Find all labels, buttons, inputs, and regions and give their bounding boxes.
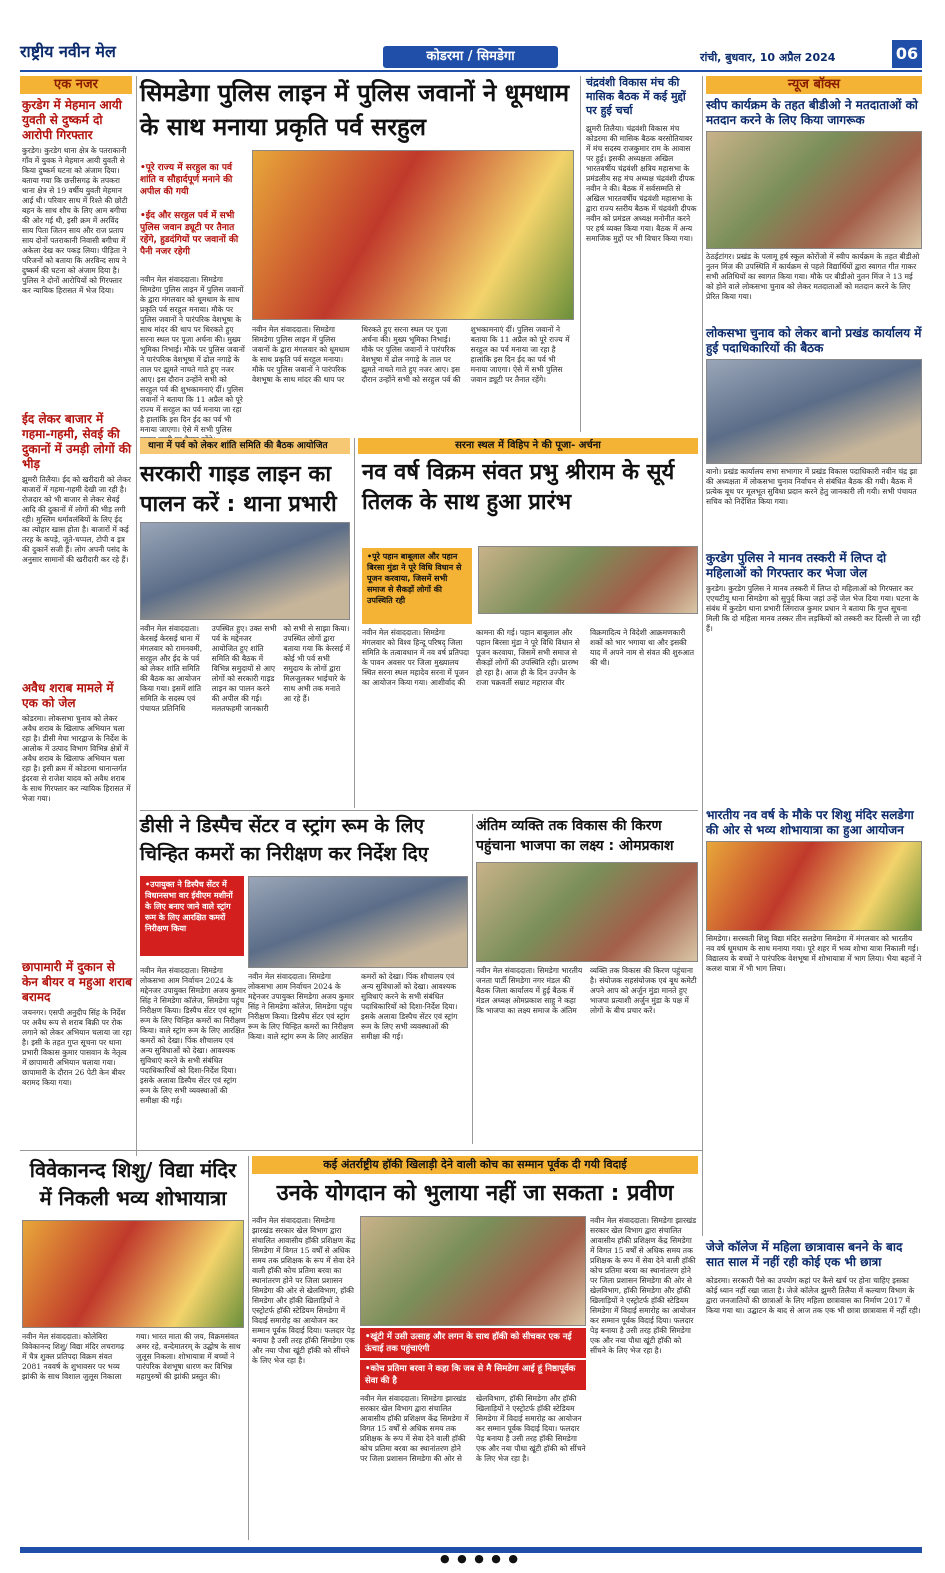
masthead-brand: राष्ट्रीय नवीन मेल [20,42,116,61]
dispatch-body-1: नवीन मेल संवाददाता। सिमडेगा लोकसभा आम निर्वाचन 2024 के मद्देनजर उपायुक्त सिमडेगा अजय कुमार सिंह ने सिमडेगा कॉलेज, सिमडेगा पहुंच निरीक्षण किया। डिस्पैच सेंटर एवं स्ट्रांग रूम के लिए चिन्हित कमरों का निरीक्षण किया। वाले स्ट्रांग रूम के लिए आरक्षित कमरों को देखा। पिंक शौचालय एवं अन्य सुविधाओं को देखा। आवश्यक सुविधाएं करने के सभी संबंधित पदाधिकारियों को दिशा-निर्देश दिया। इसके अलावा डिस्पैच सेंटर एवं स्ट्रांग रूम के लिए सभी व्यवस्थाओं की समीक्षा की गई। [140,966,246,1105]
samvat-headline: नव वर्ष विक्रम संवत प्रभु श्रीराम के सूर्य तिलक के साथ हुआ प्रारंभ [362,460,675,515]
column-divider [472,814,473,1144]
section-name: कोडरमा / सिमडेगा [383,46,558,68]
vivekanand-body: नवीन मेल संवाददाता। कोलेबिरा विवेकानन्द शिशु/ विद्या मंदिर लचरागढ़ में चैत्र शुक्ल प्रतिपदा विक्रम संवत 2081 नववर्ष के शुभावसर पर भव्य झांकी के साथ विशाल जुलूस निकाला गया। भारत माता की जय, विक्रमसंवत अमर रहे, वन्देमातरम् के उद्घोष के साथ जुलूस निकला। शोभायात्रा में बच्चों ने पारंपरिक वेशभूषा धारण कर विभिन्न महापुरुषों की झांकी प्रस्तुत की। [22,1332,241,1381]
lead-body-1: नवीन मेल संवाददाता। सिमडेगा सिमडेगा पुलिस लाइन में पुलिस जवानों के द्वारा मंगलवार को धूमधाम के साथ प्रकृति पर्व सरहुल मनाया। मौके पर पुलिस जवानों ने पारंपरिक वेशभूषा के साथ मांदर की थाप पर थिरकते हुए सरना स्थल पर पूजा अर्चना की। मुख्य भूमिका निभाई। मौके पर पुलिस जवानों ने पारंपरिक वेशभूषा में ढोल नगाड़े के ताल पर झूमते नाचते गाते हुए नजर आए। इस दौरान उन्होंने सभी को सरहुल पर्व की शुभकामनाएं दीं। पुलिस जवानों ने बताया कि 11 अप्रैल को पूरे राज्य में सरहुल का पर्व मनाया जा रहा है हालांकि इस दिन ईद का पर्व भी मनाया जाएगा। ऐसे में सभी पुलिस [140,275,245,434]
samvat-body: नवीन मेल संवाददाता। सिमडेगा मंगलवार को विश्व हिन्दू परिषद् जिला समिति के तत्वावधान में नव वर्ष प्रतिपदा के पावन अवसर पर जिला मुख्यालय स्थित सरना स्थल महादेव सरना में पूजन का आयोजन किया गया। आशीर्वाद की कामना की गई। पहान बाबूलाल और पहान बिरसा मुंडा ने पूरे विधि विधान से पूजन करवाया, जिसमें सभी समाज से सैकड़ों लोगों की उपस्थिति रही। प्रारम्भ हो रहा है। आज ही के दिन उज्जैन के राजा चक्रवर्ती सम्राट महाराज वीर विक्रमादित्य ने विदेशी आक्रमणकारी शकों को भार भगाया था और इसकी याद में अपने नाम से संवत की शुरुआत की थी। [362,628,695,687]
chandravanshi-body: झुमरी तिलैया। चंद्रवंशी विकास मंच कोडरमा की मासिक बैठक बरसोतियाबर में मंच सदस्य राजकुमार राम के आवास पर हुई। इसकी अध्यक्षता अखिल भारतवर्षीय चंद्रवंशी क्षत्रिय महासभा के प्रमंडलीय सह मंच अध्यक्ष चंद्रवंशी दीपक नवीन ने की। बैठक में सर्वसम्मति से अखिल भारतवर्षीय चंद्रवंशी महासभा के द्वारा राज्य स्तरीय बैठक में चंद्रवंशी दीपक नवीन को प्रमंडल अध्यक्ष मनोनीत करने पर हर्ष व्यक्त किया गया। बैठक में अन्य समाजिक मुद्दों पर भी विचार किया गया। [586,124,697,243]
hockey-callout: •कोच प्रतिमा बरवा ने कहा कि जब से मै सिमडेगा आई हूं निष्ठापूर्वक सेवा की है [360,1360,586,1390]
story-body: झुमरी तिलैया। ईद को खरीदारी को लेकर बाजारों में गहमा-गहमी देखी जा रही है। रोजदार को भी बाजार से लेकर सेवई आदि की दुकानों में लोगों की भीड़ लगी रही। मुस्लिम धर्मावलंबियों के लिए ईद का त्योहार खास होता है। बाजारों में कई तरह के कपड़े, जूते-चप्पल, टोपी व इत्र की दुकानें सजी हैं। लोग अपनी पसंद के अनुसार सामानों की खरीदारी कर रहे हैं। [22,475,131,564]
right-column [706,98,922,1234]
column-divider [702,76,703,1236]
vivekanand-photo [22,1220,244,1328]
hockey-body-2: नवीन मेल संवाददाता। सिमडेगा झारखंड सरकार खेल विभाग द्वारा संचालित आवासीय हॉकी प्रशिक्षण केंद्र सिमडेगा में विगत 15 वर्षों से अधिक समय तक प्रशिक्षक के रूप में सेवा देने वाली हॉकी कोच प्रतिमा बरवा का स्थानांतरण होने पर जिला प्रशासन सिमडेगा की ओर से खेलविभाग, हॉकी सिमडेगा और हॉकी खिलाड़ियों ने एस्ट्रोटर्फ हॉकी स्टेडियम सिमडेगा में विदाई समारोह का आयोजन कर सम्मान पूर्वक विदाई दिया। फलदार पेड़ बनाया है उसी तरह हॉकी सिमडेगा एक और नया पौधा खूंटी हॉकी को सींचने के लिए भेज रहा है। [360,1394,586,1463]
page-number: 06 [892,40,922,68]
lead-body-2: नवीन मेल संवाददाता। सिमडेगा सिमडेगा पुलिस लाइन में पुलिस जवानों के द्वारा मंगलवार को धूमधाम के साथ प्रकृति पर्व सरहुल मनाया। मौके पर पुलिस जवानों ने पारंपरिक वेशभूषा के साथ मांदर की थाप पर थिरकते हुए सरना स्थल पर पूजा अर्चना की। मुख्य भूमिका निभाई। मौके पर पुलिस जवानों ने पारंपरिक वेशभूषा में ढोल नगाड़े के ताल पर झूमते नाचते गाते हुए नजर आए। इस दौरान उन्होंने सभी को सरहुल पर्व की शुभकामनाएं दीं। पुलिस जवानों ने बताया कि 11 अप्रैल को पूरे राज्य में सरहुल का पर्व मनाया जा रहा है हालांकि इस दिन ईद का पर्व भी मनाया जाएगा। ऐसे में सभी पुलिस जवान ड्यूटी पर तैनात रहेंगे। [252,325,570,384]
sarhul-photo [252,150,574,320]
story-head: भारतीय नव वर्ष के मौके पर शिशु मंदिर सलडेगा की ओर से भव्य शोभायात्रा का हुआ आयोजन [706,808,914,837]
story-body: कुरडेग। कुरडेग पुलिस ने मानव तस्करी में लिप्त दो महिलाओं को गिरफ्तार कर एएचटीयू थाना सिमडेगा को सुपुर्द किया जहां उन्हें जेल भेज दिया गया। घटना के संबंध में कुरडेग थाना प्रभारी लिंगराज कुमार प्रधान ने बताया कि गुप्त सूचना मिली कि दो महिला मानव तस्कर तीन लड़कियों को तस्करी कर दिल्ली ले जा रही हैं। [706,584,921,633]
lead-bullet: •ईद और सरहुल पर्व में सभी पुलिस जवान ड्यूटी पर तैनात रहेंगे, हुडदंगियों पर जवानों की पैनी नजर रहेगी [140,211,239,257]
hockey-band: कई अंतर्राष्ट्रीय हॉकी खिलाड़ी देने वाली कोच का सम्मान पूर्वक दी गयी विदाई [252,1156,698,1174]
story-head: अवैध शराब मामले में एक को जेल [22,681,114,710]
sweep-photo [706,131,922,249]
peace-band: थाना में पर्व को लेकर शांति समिति की बैठक आयोजित [140,438,350,454]
dispatch-callout: •उपायुक्त ने डिस्पैच सेंटर में विधानसभा वार ईवीएम मशीनों के लिए बनाए जाने वाले स्ट्रांग रूम के लिए आरक्षित कमरों निरीक्षण किया [140,876,244,956]
hockey-callout: •खूंटी में उसी उत्साह और लगन के साथ हॉकी को सीचकर एक नई ऊंचाई तक पहुंचाएंगी [360,1328,586,1358]
story-body: जयनगर। एसपी अनुदीप सिंह के निर्देश पर अवैध रूप से शराब बिक्री पर रोक लगाने को लेकर अभियान चलाया जा रहा है। इसी के तहत गुप्त सूचना पर थाना प्रभारी विकास कुमार पासवान के नेतृत्व में छापामारी अभियान चलाया गया। छापामारी के दौरान 26 पेटी केन बीयर बरामद किया गया। [22,1008,132,1087]
peace-body: नवीन मेल संवाददाता। केरसई केरसई थाना में मंगलवार को रामनवमी, सरहुल और ईद के पर्व को लेकर शांति समिति की बैठक का आयोजन किया गया। इसमें शांति समिति के सदस्य एवं पंचायत प्रतिनिधि उपस्थित हुए। उक्त सभी पर्व के मद्देनजर आयोजित हुए शांति समिति की बैठक में विभिन्न समुदायों से आए लोगों को सरकारी गाइड लाइन का पालन करने की अपील की गई। मलतफहमी जानकारी को सभी से साझा किया। उपस्थित लोगों द्वारा बताया गया कि केरसई में कोई भी पर्व सभी समुदाय के लोगों द्वारा मिलजुलकर भाईचारे के साथ अभी तक मनाते आ रहे हैं। [140,624,350,713]
column-divider [580,76,581,432]
story-head: स्वीप कार्यक्रम के तहत बीडीओ ने मतदाताओं को मतदान करने के लिए किया जागरूक [706,98,918,127]
peace-headline: सरकारी गाइड लाइन का पालन करें : थाना प्रभारी [140,462,337,517]
news-box-label: न्यूज बॉक्स [706,76,922,94]
column-divider [354,438,355,808]
section-rule [140,810,698,811]
story-head: ईद लेकर बाजार में गहमा-गहमी, सेवई की दुकानों में उमड़ी लोगों की भीड़ [22,412,132,471]
issue-date: रांची, बुधवार, 10 अप्रैल 2024 [700,51,836,64]
story-body: कुरडेग। कुरडेग थाना क्षेत्र के पतराकानी गाँव में युवक ने मेहमान आयी युवती से किया दुष्कर्म घटना को अंजाम दिया। बताया गया कि छत्तीसगढ़ के तपकरा थाना क्षेत्र से 19 वर्षीय युवती मेहमान आई थी। परिवार साथ में रिश्ते की छोटी बहन के साथ शौच के लिए आम बगीचा की ओर गई थी, इसी क्रम में अरविंद साय पिता जितन साय और राज प्रताप साय दोनों पतराकानी निवासी बगीचा में अकेला देख कर पकड़ लिया। पीड़िता ने परिजनों को बताया कि अरविन्द साय ने दुष्कर्म की घटना को अंजाम दिया है। पुलिस ने दोनों आरोपियों को गिरफ्तार कर न्यायिक हिरासत में भेज दिया। [22,146,128,295]
hockey-body-3: नवीन मेल संवाददाता। सिमडेगा झारखंड सरकार खेल विभाग द्वारा संचालित आवासीय हॉकी प्रशिक्षण केंद्र सिमडेगा में विगत 15 वर्षों से अधिक समय तक प्रशिक्षक के रूप में सेवा देने वाली हॉकी कोच प्रतिमा बरवा का स्थानांतरण होने पर जिला प्रशासन सिमडेगा की ओर से खेलविभाग, हॉकी सिमडेगा और हॉकी खिलाड़ियों ने एस्ट्रोटर्फ हॉकी स्टेडियम सिमडेगा में विदाई समारोह का आयोजन कर सम्मान पूर्वक विदाई दिया। फलदार पेड़ बनाया है उसी तरह हॉकी सिमडेगा एक और नया पौधा खूंटी हॉकी को सींचने के लिए भेज रहा है। [590,1216,697,1355]
hockey-body-1: नवीन मेल संवाददाता। सिमडेगा झारखंड सरकार खेल विभाग द्वारा संचालित आवासीय हॉकी प्रशिक्षण केंद्र सिमडेगा में विगत 15 वर्षों से अधिक समय तक प्रशिक्षक के रूप में सेवा देने वाली हॉकी कोच प्रतिमा बरवा का स्थानांतरण होने पर जिला प्रशासन सिमडेगा की ओर से खेलविभाग, हॉकी सिमडेगा और हॉकी खिलाड़ियों ने एस्ट्रोटर्फ हॉकी स्टेडियम सिमडेगा में विदाई समारोह का आयोजन कर सम्मान पूर्वक विदाई दिया। फलदार पेड़ बनाया है उसी तरह हॉकी सिमडेगा एक और नया पौधा खूंटी हॉकी को सींचने के लिए भेज रहा है। [252,1216,356,1365]
dispatch-headline: डीसी ने डिस्पैच सेंटर व स्ट्रांग रूम के लिए चिन्हित कमरों का निरीक्षण कर निर्देश दिए [140,815,429,865]
story-body: सिमडेगा। सरस्वती शिशु विद्या मंदिर सलडेगा सिमडेगा में मंगलवार को भारतीय नव वर्ष धूमधाम के साथ मनाया गया। पूरे शहर में भव्य शोभा यात्रा निकाली गई। विद्यालय के बच्चों ने पारंपरिक वेशभूषा में शोभायात्रा में भाग लिया। भैया बहनों ने कलश यात्रा में भी भाग लिया। [706,934,922,973]
bjp-headline: अंतिम व्यक्ति तक विकास की किरण पहुंचाना भाजपा का लक्ष्य : ओमप्रकाश [476,818,674,854]
story-head: जेजे कॉलेज में महिला छात्रावास बनने के बाद सात साल में नहीं रही कोई एक भी छात्रा [706,1240,903,1269]
story-body: ठेठईटांगर। प्रखंड के पलामू हर्ष स्कूल कोरोंजो में स्वीप कार्यक्रम के तहत बीडीओ नुतन मिंज की उपस्थिति में कार्यक्रम से पहले विद्यार्थियों द्वारा स्वागत गीत गाकर सभी अतिथियों का स्वागत किया गया। मौके पर बीडीओ नुतन मिंज ने 13 मई को होने वाले लोकसभा चुनाव को लेकर मतदाताओं को मतदान करने के लिए प्रेरित किया गया। [706,252,920,301]
bjp-body: नवीन मेल संवाददाता। सिमडेगा भारतीय जनता पार्टी सिमडेगा नगर मंडल की बैठक जिला कार्यालय में हुई बैठक में मंडल अध्यक्ष ओमप्रकाश साहु ने कहा कि भाजपा का लक्ष्य समाज के अंतिम व्यक्ति तक विकास की किरण पहुंचाना है। संयोजक सहसंयोजक एवं बूथ कमेटी अपने आप को अर्जुन मुंडा मानते हुए भाजपा प्रत्याशी अर्जुन मुंडा के पक्ष में लोगों के बीच प्रचार करें। [476,966,697,1015]
story-body: कोडरमा। सरकारी पैसे का उपयोग कहां पर कैसे खर्च पर होना चाहिए इसका कोई ध्यान नहीं रखा जाता है। जेजे कॉलेज झुमरी तिलैया में कल्याण विभाग के द्वारा जनजातियों की छात्राओं के लिए महिला छात्रावास का निर्माण 2017 में किया गया था। उद्घाटन के बाद से आज तक एक भी छात्रा छात्रावास में नहीं रही। [706,1276,921,1315]
samvat-band: सरना स्थल में विहिप ने की पूजा- अर्चना [358,438,698,454]
story-body: बानो। प्रखंड कार्यालय सभा सभागार में प्रखंड विकास पदाधिकारी नवीन चंद्र झा की अध्यक्षता में लोकसभा चुनाव निर्वाचन से संबंधित बैठक की गयी। बैठक में प्रत्येक बूथ पर मूलभूत सुविधा प्रदान करने हेतु जानकारी ली गयी। सभी पंचायत सचिव को निर्देशित किया गया। [706,467,918,506]
ek-najar-label: एक नजर [20,76,132,94]
story-body: कोडरमा। लोकसभा चुनाव को लेकर अवैध शराब के खिलाफ अभियान चला रहा है। डीसी मेघा भारद्वाज के निर्देश के आलोक में उत्पाद विभाग विभिन्न क्षेत्रों में अवैध शराब के खिलाफ अभियान चला रहा है। इसी क्रम में कोडरमा थानान्तर्गत इंदरवा से राजेश यादव को अवैध शराब के साथ गिरफ्तार कर न्यायिक हिरासत में भेजा गया। [22,714,131,803]
column-divider [248,1156,249,1540]
hockey-headline: उनके योगदान को भुलाया नहीं जा सकता : प्रवीण [276,1181,674,1206]
header-rule [20,70,922,72]
story-head: छापामारी में दुकान से केन बीयर व महुआ शराब बरामद [22,960,132,1004]
chandravanshi-headline: चंद्रवंशी विकास मंच की मासिक बैठक में कई मुद्दों पर हुई चर्चा [586,76,686,117]
color-registration-dots: ● ● ● ● ● [440,1552,520,1565]
story-head: कुरडेग में मेहमान आयी युवती से दुष्कर्म दो आरोपी गिरफ्तार [22,98,122,142]
bjp-photo [476,862,698,962]
story-head: लोकसभा चुनाव को लेकर बानो प्रखंड कार्यालय में हुई पदाधिकारियों की बैठक [706,326,922,355]
samvat-photo [478,546,698,614]
vivekanand-headline: विवेकानन्द शिशु/ विद्या मंदिर में निकली भव्य शोभायात्रा [29,1158,237,1210]
column-divider [136,76,137,1156]
dispatch-photo [248,876,468,968]
lead-headline: सिमडेगा पुलिस लाइन में पुलिस जवानों ने धूमधाम के साथ मनाया प्रकृति पर्व सरहुल [140,79,570,141]
story-head: कुरडेग पुलिस ने मानव तस्करी में लिप्त दो महिलाओं को गिरफ्तार कर भेजा जेल [706,551,887,580]
meeting-photo [706,359,922,464]
section-rule [20,1150,702,1151]
lead-bullet: •पूरे राज्य में सरहुल का पर्व शांति व सौहार्दपूर्ण मनाने की अपील की गयी [140,163,233,197]
hockey-photo [360,1216,586,1326]
samvat-callout: •पूरे पहान बाबूलाल और पहान बिरसा मुंडा ने पूरे विधि विधान से पूजन करवाया, जिसमें सभी समाज से सैकड़ों लोगों की उपस्थिति रही [362,548,472,624]
dispatch-body-2: नवीन मेल संवाददाता। सिमडेगा लोकसभा आम निर्वाचन 2024 के मद्देनजर उपायुक्त सिमडेगा अजय कुमार सिंह ने सिमडेगा कॉलेज, सिमडेगा पहुंच निरीक्षण किया। डिस्पैच सेंटर एवं स्ट्रांग रूम के लिए चिन्हित कमरों का निरीक्षण किया। वाले स्ट्रांग रूम के लिए आरक्षित कमरों को देखा। पिंक शौचालय एवं अन्य सुविधाओं को देखा। आवश्यक सुविधाएं करने के सभी संबंधित पदाधिकारियों को दिशा-निर्देश दिया। इसके अलावा डिस्पैच सेंटर एवं स्ट्रांग रूम के लिए सभी व्यवस्थाओं की समीक्षा की गई। [248,972,458,1041]
procession-photo [706,841,922,931]
peace-photo [140,522,350,620]
